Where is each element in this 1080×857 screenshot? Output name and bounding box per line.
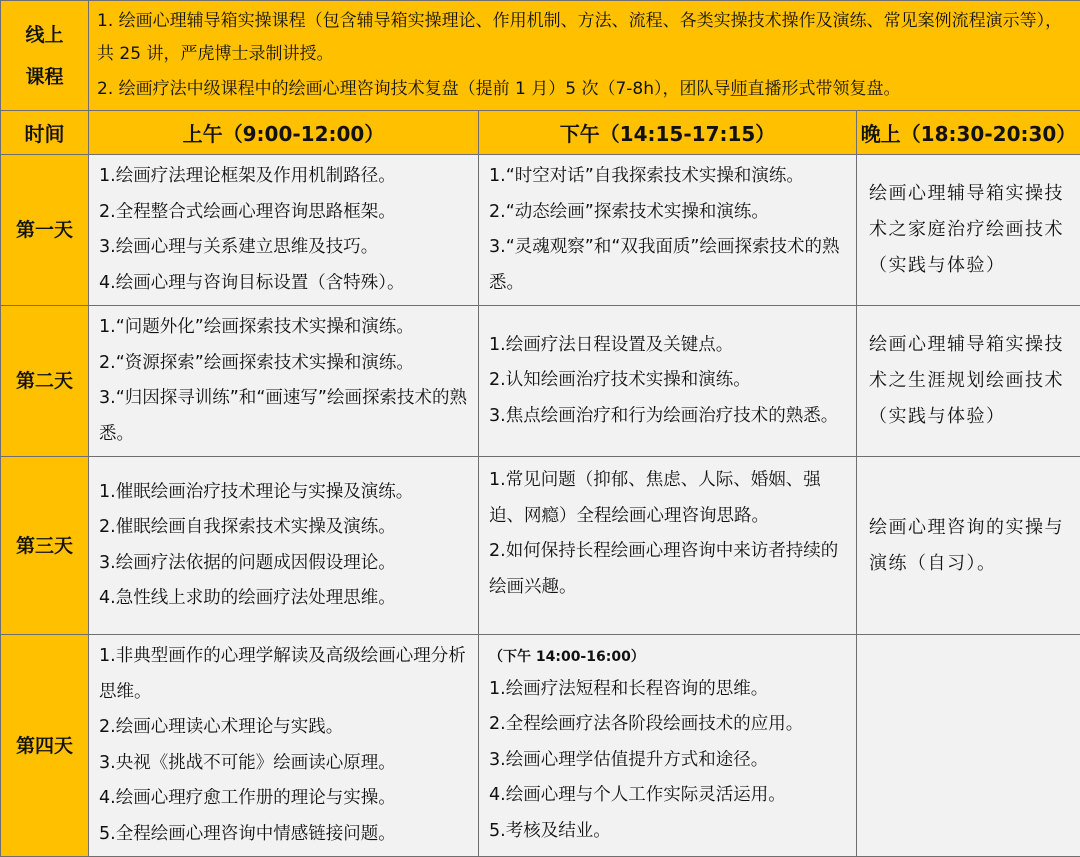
- list-item: 1.“时空对话”自我探索技术实操和演练。: [489, 159, 846, 195]
- list-item: 3.焦点绘画治疗和行为绘画治疗技术的熟悉。: [489, 399, 846, 435]
- list-item: 1.非典型画作的心理学解读及高级绘画心理分析思维。: [99, 639, 468, 710]
- list-item: 4.绘画心理与个人工作实际灵活运用。: [489, 778, 846, 814]
- online-course-label-line1: 线上: [1, 14, 88, 56]
- list-item: 5.考核及结业。: [489, 814, 846, 850]
- online-course-description: [89, 1, 1080, 111]
- afternoon-cell: [479, 457, 857, 635]
- intro-item-1: 1. 绘画心理辅导箱实操课程（包含辅导箱实操理论、作用机制、方法、流程、各类实操技术操作及演练、常见案例流程演示等），共 25 讲，严虎博士录制讲授。: [97, 5, 1072, 71]
- list-item: 3.绘画心理与关系建立思维及技巧。: [99, 230, 468, 266]
- list-item: 1.绘画疗法日程设置及关键点。: [489, 328, 846, 364]
- list-item: 2.认知绘画治疗技术实操和演练。: [489, 363, 846, 399]
- list-item: 2.如何保持长程绘画心理咨询中来访者持续的绘画兴趣。: [489, 534, 846, 605]
- day-label: 第四天: [1, 635, 89, 857]
- evening-cell: 绘画心理咨询的实操与演练（自习）。: [857, 457, 1080, 635]
- online-course-label: [1, 1, 89, 111]
- evening-cell: 绘画心理辅导箱实操技术之家庭治疗绘画技术（实践与体验）: [857, 155, 1080, 306]
- header-afternoon: 下午（14:15-17:15）: [479, 111, 857, 155]
- day-label: 第一天: [1, 155, 89, 306]
- day-row-2: [1, 306, 1080, 457]
- list-item: 1.催眠绘画治疗技术理论与实操及演练。: [99, 475, 468, 511]
- list-item: 2.“资源探索”绘画探索技术实操和演练。: [99, 346, 468, 382]
- morning-cell: [89, 457, 479, 635]
- list-item: 3.绘画心理学估值提升方式和途径。: [489, 743, 846, 779]
- list-item: 3.“灵魂观察”和“双我面质”绘画探索技术的熟悉。: [489, 230, 846, 301]
- list-item: 2.全程整合式绘画心理咨询思路框架。: [99, 195, 468, 231]
- intro-row: [1, 1, 1080, 111]
- intro-item-2-underlined: 师: [731, 79, 748, 99]
- header-morning: 上午（9:00-12:00）: [89, 111, 479, 155]
- morning-cell: [89, 635, 479, 857]
- list-item: 1.绘画疗法理论框架及作用机制路径。: [99, 159, 468, 195]
- list-item: 2.催眠绘画自我探索技术实操及演练。: [99, 510, 468, 546]
- morning-cell: [89, 155, 479, 306]
- list-item: 4.绘画心理与咨询目标设置（含特殊）。: [99, 266, 468, 302]
- list-item: 2.绘画心理读心术理论与实践。: [99, 710, 468, 746]
- afternoon-cell: [479, 155, 857, 306]
- day-row-1: [1, 155, 1080, 306]
- header-time: 时间: [1, 111, 89, 155]
- afternoon-cell: [479, 635, 857, 857]
- list-item: 3.“归因探寻训练”和“画速写”绘画探索技术的熟悉。: [99, 381, 468, 452]
- morning-cell: [89, 306, 479, 457]
- list-item: 1.常见问题（抑郁、焦虑、人际、婚姻、强迫、网瘾）全程绘画心理咨询思路。: [489, 463, 846, 534]
- list-item: 1.绘画疗法短程和长程咨询的思维。: [489, 672, 846, 708]
- day-label: 第二天: [1, 306, 89, 457]
- evening-cell: [857, 635, 1080, 857]
- list-item: 5.全程绘画心理咨询中情感链接问题。: [99, 817, 468, 853]
- afternoon-time-note: （下午 14:00-16:00）: [489, 642, 846, 672]
- evening-cell: 绘画心理辅导箱实操技术之生涯规划绘画技术（实践与体验）: [857, 306, 1080, 457]
- intro-item-2: [97, 73, 1072, 106]
- header-evening: 晚上（18:30-20:30）: [857, 111, 1080, 155]
- list-item: 4.急性线上求助的绘画疗法处理思维。: [99, 581, 468, 617]
- day-row-4: [1, 635, 1080, 857]
- list-item: 1.“问题外化”绘画探索技术实操和演练。: [99, 310, 468, 346]
- intro-item-2-text: 2. 绘画疗法中级课程中的绘画心理咨询技术复盘（提前 1 月）5 次（7-8h），团队导: [97, 79, 731, 99]
- header-row: [1, 111, 1080, 155]
- day-row-3: [1, 457, 1080, 635]
- list-item: 2.“动态绘画”探索技术实操和演练。: [489, 195, 846, 231]
- list-item: 4.绘画心理疗愈工作册的理论与实操。: [99, 781, 468, 817]
- list-item: 3.央视《挑战不可能》绘画读心原理。: [99, 746, 468, 782]
- afternoon-cell: [479, 306, 857, 457]
- intro-item-2-text-end: 直播形式带领复盘。: [748, 79, 901, 99]
- online-course-label-line2: 课程: [1, 56, 88, 98]
- list-item: 3.绘画疗法依据的问题成因假设理论。: [99, 546, 468, 582]
- day-label: 第三天: [1, 457, 89, 635]
- list-item: 2.全程绘画疗法各阶段绘画技术的应用。: [489, 707, 846, 743]
